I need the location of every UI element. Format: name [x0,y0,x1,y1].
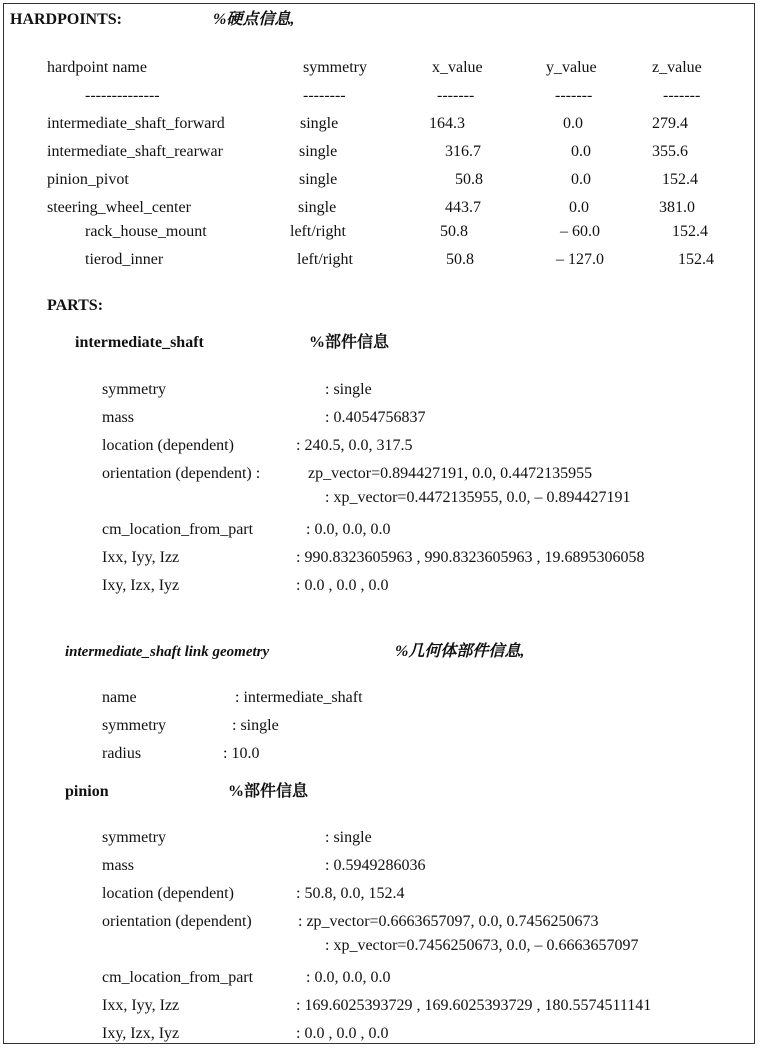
part-title: intermediate_shaft [75,334,204,351]
hardpoint-symmetry: single [298,199,337,216]
parts-heading: PARTS: [47,297,104,314]
hardpoint-symmetry: single [300,115,339,132]
property-value: : 10.0 [223,745,260,762]
column-header-x: x_value [432,59,483,76]
part-title: pinion [65,783,109,800]
property-value: : xp_vector=0.4472135955, 0.0, – 0.894427191 [325,489,631,506]
dash-separator: -------- [303,87,346,104]
hardpoint-name: intermediate_shaft_forward [47,115,225,132]
property-label: Ixx, Iyy, Izz [102,549,180,566]
property-label: Ixx, Iyy, Izz [102,997,180,1014]
dash-separator: ------- [663,87,701,104]
hardpoint-z: 355.6 [652,143,688,160]
hardpoint-symmetry: single [299,171,338,188]
hardpoint-y: 0.0 [571,171,591,188]
geometry-comment: %几何体部件信息, [395,643,525,660]
property-value: : xp_vector=0.7456250673, 0.0, – 0.6663657097 [325,937,639,954]
property-label: symmetry [102,381,166,398]
hardpoint-name: rack_house_mount [85,223,207,240]
property-label: location (dependent) [102,437,234,454]
property-value: : zp_vector=0.6663657097, 0.0, 0.7456250673 [298,913,599,930]
property-value: : 990.8323605963 , 990.8323605963 , 19.6895306058 [296,549,645,566]
dash-separator: ------- [437,87,475,104]
hardpoint-y: 0.0 [569,199,589,216]
property-value: : 50.8, 0.0, 152.4 [296,885,405,902]
column-header-z: z_value [652,59,702,76]
hardpoint-y: 0.0 [563,115,583,132]
hardpoint-y: – 60.0 [560,223,600,240]
property-value: : 169.6025393729 , 169.6025393729 , 180.5574511141 [296,997,652,1014]
part-comment: %部件信息 [309,334,390,351]
property-label: Ixy, Izx, Iyz [102,1025,180,1042]
property-value: : 0.0 , 0.0 , 0.0 [296,1025,389,1042]
property-value: : single [232,717,279,734]
hardpoint-z: 152.4 [678,251,714,268]
hardpoints-comment: %硬点信息, [213,11,295,28]
property-value: : 0.0 , 0.0 , 0.0 [296,577,389,594]
column-header-name: hardpoint name [47,59,147,76]
property-value: : single [325,381,372,398]
column-header-y: y_value [546,59,597,76]
property-value: : single [325,829,372,846]
property-value: : 240.5, 0.0, 317.5 [296,437,413,454]
property-label: cm_location_from_part [102,969,254,986]
dash-separator: ------- [555,87,593,104]
hardpoint-z: 152.4 [662,171,698,188]
hardpoint-name: pinion_pivot [47,171,129,188]
hardpoint-x: 50.8 [455,171,483,188]
hardpoint-name: steering_wheel_center [47,199,191,216]
hardpoint-y: – 127.0 [556,251,604,268]
property-label: location (dependent) [102,885,234,902]
property-value: : 0.0, 0.0, 0.0 [306,969,391,986]
hardpoint-x: 316.7 [445,143,481,160]
property-label: cm_location_from_part [102,521,254,538]
property-label: symmetry [102,829,166,846]
property-label: orientation (dependent) [102,913,252,930]
part-comment: %部件信息 [228,783,309,800]
property-value: zp_vector=0.894427191, 0.0, 0.4472135955 [308,465,593,482]
hardpoint-symmetry: single [299,143,338,160]
hardpoint-x: 50.8 [446,251,474,268]
hardpoint-name: tierod_inner [85,251,164,268]
hardpoint-y: 0.0 [571,143,591,160]
hardpoint-z: 381.0 [659,199,695,216]
hardpoint-name: intermediate_shaft_rearwar [47,143,223,160]
hardpoint-x: 50.8 [440,223,468,240]
property-label: Ixy, Izx, Iyz [102,577,180,594]
hardpoint-z: 279.4 [652,115,688,132]
geometry-title: intermediate_shaft link geometry [65,644,270,660]
property-value: : 0.0, 0.0, 0.0 [306,521,391,538]
property-label: radius [102,745,142,762]
property-value: : intermediate_shaft [235,689,363,706]
hardpoint-x: 164.3 [429,115,465,132]
property-label: name [102,689,137,706]
hardpoint-x: 443.7 [445,199,481,216]
dash-separator: -------------- [85,87,160,104]
property-label: symmetry [102,717,166,734]
property-label: orientation (dependent) : [102,465,261,482]
hardpoints-heading: HARDPOINTS: [10,11,123,28]
column-header-symmetry: symmetry [303,59,367,76]
hardpoint-symmetry: left/right [290,223,346,240]
property-value: : 0.5949286036 [325,857,426,874]
property-label: mass [102,409,134,426]
hardpoint-z: 152.4 [672,223,708,240]
property-value: : 0.4054756837 [325,409,426,426]
hardpoint-symmetry: left/right [297,251,353,268]
property-label: mass [102,857,134,874]
